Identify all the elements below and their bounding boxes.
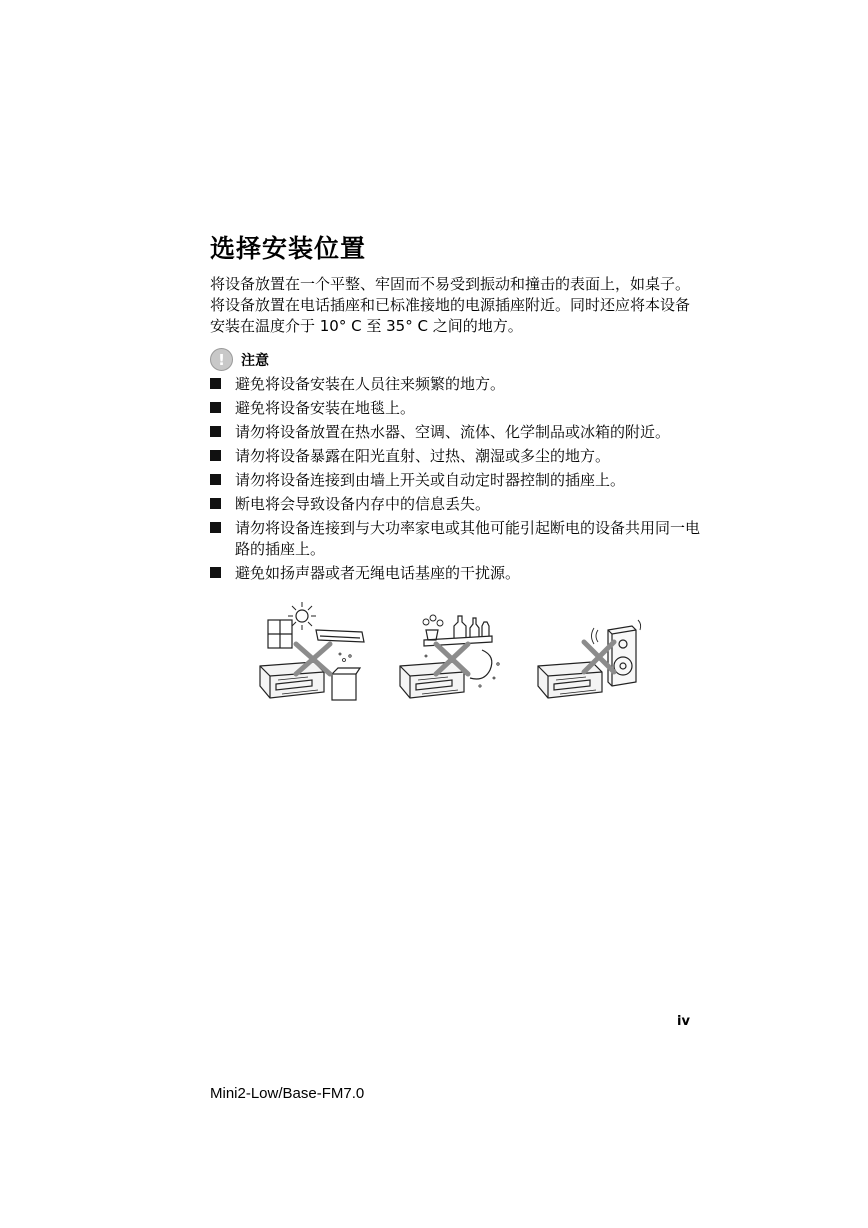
list-item-text: 请勿将设备连接到与大功率家电或其他可能引起断电的设备共用同一电路的插座上。 <box>235 519 701 558</box>
heat-sunlight-moisture-warning-illustration <box>252 600 370 712</box>
caution-list <box>210 374 700 587</box>
speaker-interference-warning-illustration <box>534 600 644 712</box>
list-item <box>210 422 700 443</box>
bullet-square-icon <box>210 378 221 389</box>
footer-model-label: Mini2-Low/Base-FM7.0 <box>210 1085 365 1102</box>
list-item-text: 请勿将设备连接到由墙上开关或自动定时器控制的插座上。 <box>235 471 626 489</box>
bullet-square-icon <box>210 567 221 578</box>
list-item-text: 避免将设备安装在人员往来频繁的地方。 <box>235 375 506 393</box>
note-label: 注意 <box>241 352 269 369</box>
list-item <box>210 446 700 467</box>
note-heading <box>210 348 269 371</box>
bullet-square-icon <box>210 402 221 413</box>
list-item-text: 避免如扬声器或者无绳电话基座的干扰源。 <box>235 564 521 582</box>
bullet-square-icon <box>210 426 221 437</box>
list-item <box>210 398 700 419</box>
list-item <box>210 470 700 491</box>
page-number: iv <box>677 1014 690 1029</box>
exclamation-icon: ! <box>210 348 233 371</box>
list-item-text: 请勿将设备暴露在阳光直射、过热、潮湿或多尘的地方。 <box>235 447 611 465</box>
list-item-text: 避免将设备安装在地毯上。 <box>235 399 416 417</box>
list-item <box>210 494 700 515</box>
list-item <box>210 518 700 560</box>
intro-paragraph: 将设备放置在一个平整、牢固而不易受到振动和撞击的表面上，如桌子。将设备放置在电话插座和已标准接地的电源插座附近。同时还应将本设备安装在温度介于 10° C 至 35° C 之间的地方。 <box>210 275 691 335</box>
list-item-text: 请勿将设备放置在热水器、空调、流体、化学制品或冰箱的附近。 <box>235 423 671 441</box>
bullet-square-icon <box>210 498 221 509</box>
list-item <box>210 374 700 395</box>
bullet-square-icon <box>210 522 221 533</box>
list-item-text: 断电将会导致设备内存中的信息丢失。 <box>235 495 491 513</box>
list-item <box>210 563 700 584</box>
chemicals-liquids-warning-illustration <box>396 600 506 712</box>
bullet-square-icon <box>210 450 221 461</box>
bullet-square-icon <box>210 474 221 485</box>
page-title: 选择安装位置 <box>210 234 367 263</box>
